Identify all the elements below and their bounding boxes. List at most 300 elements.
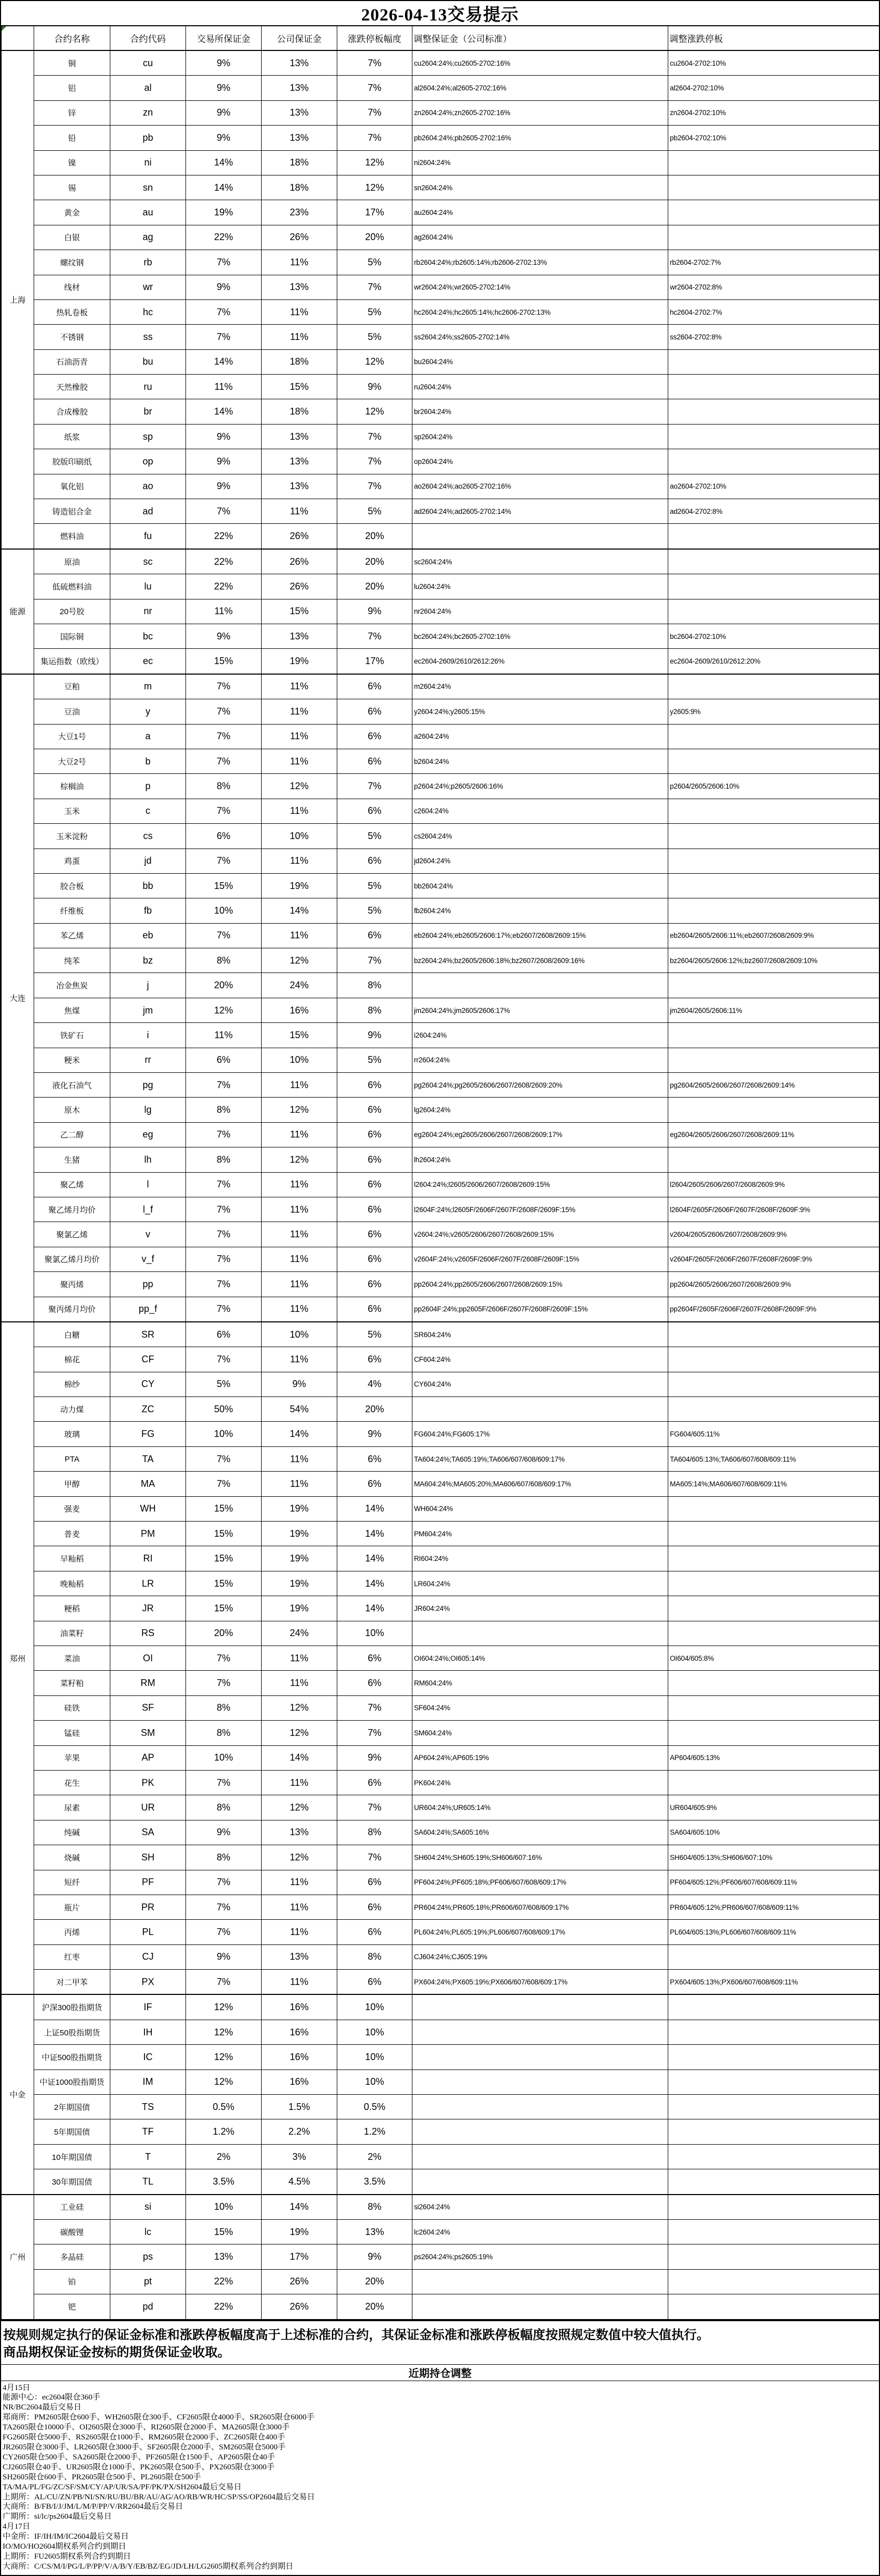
table-row [2, 325, 880, 349]
adjusted-margin-cell [412, 2169, 668, 2195]
company-margin-cell: 14% [262, 1422, 337, 1446]
contract-name-cell: 豆油 [34, 699, 110, 724]
company-margin-cell: 16% [262, 2045, 337, 2070]
contract-code-cell: TA [110, 1446, 186, 1471]
price-limit-cell: 6% [337, 1646, 412, 1671]
exchange-margin-cell: 7% [186, 699, 262, 724]
adjustment-line: TA/MA/PL/FG/ZC/SF/SM/CY/AP/UR/SA/PF/PK/PX/SH2604最后交易日 [3, 2482, 877, 2492]
adjusted-margin-cell: fb2604:24% [412, 898, 668, 923]
price-limit-cell: 6% [337, 1197, 412, 1222]
company-margin-cell: 11% [262, 923, 337, 948]
contract-code-cell: zn [110, 100, 186, 125]
contract-code-cell: ad [110, 499, 186, 524]
price-limit-cell: 9% [337, 1422, 412, 1446]
contract-code-cell: j [110, 973, 186, 998]
price-limit-cell: 6% [337, 674, 412, 699]
contract-name-cell: 氧化铝 [34, 474, 110, 499]
price-limit-cell: 20% [337, 2269, 412, 2294]
contract-code-cell: eb [110, 923, 186, 948]
table-row [2, 1446, 880, 1471]
table-row [2, 1472, 880, 1496]
adjusted-limit-cell: v2604F/2605F/2606F/2607F/2608F/2609F:9% [668, 1247, 880, 1271]
adjusted-margin-cell: pb2604:24%;pb2605-2702:16% [412, 126, 668, 150]
exchange-margin-cell: 9% [186, 424, 262, 449]
contract-name-cell: 铂 [34, 2269, 110, 2294]
price-limit-cell: 6% [337, 1272, 412, 1297]
company-margin-cell: 11% [262, 1671, 337, 1695]
company-margin-cell: 11% [262, 799, 337, 823]
company-margin-cell: 11% [262, 849, 337, 873]
table-row [2, 2294, 880, 2320]
adjusted-limit-cell [668, 674, 880, 699]
adjusted-limit-cell [668, 1546, 880, 1571]
table-row [2, 1197, 880, 1222]
exchange-margin-cell: 9% [186, 1944, 262, 1969]
contract-code-cell: cs [110, 824, 186, 849]
contract-name-cell: 铸造铝合金 [34, 499, 110, 524]
table-row [2, 2045, 880, 2070]
header-adjusted-limit: 调整涨跌停板 [668, 26, 880, 51]
company-margin-cell: 26% [262, 524, 337, 549]
price-limit-cell: 6% [337, 1222, 412, 1247]
table-row [2, 2195, 880, 2220]
adjusted-limit-cell [668, 824, 880, 849]
price-limit-cell: 6% [337, 1297, 412, 1322]
adjusted-limit-cell [668, 399, 880, 424]
contract-name-cell: 中证1000股指期货 [34, 2070, 110, 2094]
exchange-margin-cell: 7% [186, 1970, 262, 1995]
contract-name-cell: 油菜籽 [34, 1621, 110, 1646]
adjusted-margin-cell: l2604F:24%;l2605F/2606F/2607F/2608F/2609F:15% [412, 1197, 668, 1222]
adjusted-limit-cell [668, 150, 880, 175]
adjusted-margin-cell: zn2604:24%;zn2605-2702:16% [412, 100, 668, 125]
company-margin-cell: 12% [262, 1147, 337, 1172]
table-row [2, 1745, 880, 1770]
company-margin-cell: 13% [262, 100, 337, 125]
price-limit-cell: 7% [337, 424, 412, 449]
exchange-margin-cell: 12% [186, 998, 262, 1022]
adjusted-limit-cell [668, 2045, 880, 2070]
contract-code-cell: ag [110, 225, 186, 250]
adjusted-limit-cell: FG604/605:11% [668, 1422, 880, 1446]
adjusted-limit-cell: PF604/605:12%;PF606/607/608/609:11% [668, 1870, 880, 1895]
adjusted-limit-cell [668, 2119, 880, 2144]
company-margin-cell: 12% [262, 1098, 337, 1122]
adjusted-margin-cell: PK604:24% [412, 1770, 668, 1795]
contract-name-cell: 天然橡胶 [34, 375, 110, 399]
contract-code-cell: al [110, 76, 186, 100]
contract-name-cell: 纤维板 [34, 898, 110, 923]
contract-code-cell: JR [110, 1596, 186, 1621]
adjusted-limit-cell: ec2604-2609/2610/2612:20% [668, 649, 880, 674]
adjusted-margin-cell: pg2604:24%;pg2605/2606/2607/2608/2609:20% [412, 1073, 668, 1098]
exchange-margin-cell: 8% [186, 1147, 262, 1172]
exchange-margin-cell: 5% [186, 1372, 262, 1396]
exchange-margin-cell: 7% [186, 1472, 262, 1496]
company-margin-cell: 11% [262, 1197, 337, 1222]
exchange-margin-cell: 7% [186, 1920, 262, 1944]
contract-code-cell: ec [110, 649, 186, 674]
price-limit-cell: 3.5% [337, 2169, 412, 2195]
table-row [2, 1222, 880, 1247]
adjusted-limit-cell: al2604-2702:10% [668, 76, 880, 100]
adjustment-line: FG2605限仓5000手、RS2605限仓1000手、RM2605限仓2000手、ZC2605限仓400手 [3, 2433, 877, 2443]
contract-name-cell: 聚丙烯月均价 [34, 1297, 110, 1322]
company-margin-cell: 19% [262, 2219, 337, 2244]
contract-name-cell: 聚乙烯 [34, 1172, 110, 1197]
contract-name-cell: 30年期国债 [34, 2169, 110, 2195]
adjusted-limit-cell [668, 1596, 880, 1621]
price-limit-cell: 9% [337, 375, 412, 399]
adjusted-limit-cell [668, 1496, 880, 1521]
adjusted-margin-cell: eb2604:24%;eb2605/2606:17%;eb2607/2608/2609:15% [412, 923, 668, 948]
adjusted-margin-cell: RM604:24% [412, 1671, 668, 1695]
adjusted-margin-cell: y2604:24%;y2605:15% [412, 699, 668, 724]
adjusted-limit-cell: PR604/605:12%;PR606/607/608/609:11% [668, 1895, 880, 1919]
adjusted-margin-cell [412, 2020, 668, 2044]
price-limit-cell: 2% [337, 2144, 412, 2169]
table-row [2, 1920, 880, 1944]
exchange-margin-cell: 14% [186, 399, 262, 424]
adjusted-margin-cell: CF604:24% [412, 1347, 668, 1372]
contract-name-cell: 纯苯 [34, 948, 110, 973]
adjusted-margin-cell: ps2604:24%;ps2605:19% [412, 2244, 668, 2269]
exchange-margin-cell: 9% [186, 474, 262, 499]
table-row [2, 649, 880, 674]
table-row [2, 100, 880, 125]
contract-name-cell: 花生 [34, 1770, 110, 1795]
contract-name-cell: 普麦 [34, 1522, 110, 1546]
adjustment-line: 上期所：AL/CU/ZN/PB/NI/SN/RU/BU/BR/AU/AG/AO/RB/WR/HC/SP/SS/OP2604最后交易日 [3, 2492, 877, 2502]
contract-name-cell: 玉米 [34, 799, 110, 823]
company-margin-cell: 24% [262, 1621, 337, 1646]
contract-name-cell: 甲醇 [34, 1472, 110, 1496]
contract-name-cell: 燃料油 [34, 524, 110, 549]
company-margin-cell: 11% [262, 1446, 337, 1471]
header-row [2, 26, 880, 51]
contract-code-cell: ru [110, 375, 186, 399]
table-row [2, 349, 880, 374]
adjusted-margin-cell: pp2604F:24%;pp2605F/2606F/2607F/2608F/2609F:15% [412, 1297, 668, 1322]
exchange-margin-cell: 6% [186, 1322, 262, 1347]
exchange-margin-cell: 1.2% [186, 2119, 262, 2144]
price-limit-cell: 10% [337, 2070, 412, 2094]
table-row [2, 1571, 880, 1596]
price-limit-cell: 9% [337, 2244, 412, 2269]
company-margin-cell: 11% [262, 299, 337, 324]
adjustment-line: 上期所：FU2605期权系列合约到期日 [3, 2552, 877, 2562]
company-margin-cell: 12% [262, 774, 337, 799]
contract-name-cell: 铝 [34, 76, 110, 100]
table-row [2, 1322, 880, 1347]
recent-position-adjustment-lines [1, 2381, 879, 2575]
adjusted-limit-cell: bz2604/2605/2606:12%;bz2607/2608/2609:10% [668, 948, 880, 973]
margin-table-body [2, 50, 880, 2320]
contract-name-cell: 线材 [34, 275, 110, 299]
exchange-margin-cell: 7% [186, 799, 262, 823]
company-margin-cell: 11% [262, 1895, 337, 1919]
company-margin-cell: 3% [262, 2144, 337, 2169]
contract-name-cell: 锰硅 [34, 1721, 110, 1745]
table-row [2, 2244, 880, 2269]
contract-code-cell: pg [110, 1073, 186, 1098]
contract-code-cell: TL [110, 2169, 186, 2195]
exchange-section-label: 上海 [2, 50, 34, 549]
company-margin-cell: 13% [262, 424, 337, 449]
table-row [2, 524, 880, 549]
price-limit-cell: 5% [337, 299, 412, 324]
exchange-margin-cell: 12% [186, 2070, 262, 2094]
price-limit-cell: 13% [337, 2219, 412, 2244]
adjusted-margin-cell: bz2604:24%;bz2605/2606:18%;bz2607/2608/2609:16% [412, 948, 668, 973]
exchange-section-label: 能源 [2, 549, 34, 674]
price-limit-cell: 7% [337, 76, 412, 100]
exchange-margin-cell: 20% [186, 973, 262, 998]
exchange-margin-cell: 9% [186, 275, 262, 299]
company-margin-cell: 10% [262, 1048, 337, 1072]
contract-code-cell: PX [110, 1970, 186, 1995]
contract-name-cell: 聚氯乙烯 [34, 1222, 110, 1247]
exchange-margin-cell: 14% [186, 150, 262, 175]
table-row [2, 275, 880, 299]
company-margin-cell: 18% [262, 150, 337, 175]
adjusted-limit-cell: cu2604-2702:10% [668, 50, 880, 76]
contract-name-cell: 纯碱 [34, 1820, 110, 1845]
contract-name-cell: 烧碱 [34, 1845, 110, 1870]
price-limit-cell: 6% [337, 849, 412, 873]
table-row [2, 1970, 880, 1995]
company-margin-cell: 11% [262, 1472, 337, 1496]
exchange-margin-cell: 9% [186, 100, 262, 125]
contract-name-cell: 瓶片 [34, 1895, 110, 1919]
price-limit-cell: 6% [337, 799, 412, 823]
contract-code-cell: ni [110, 150, 186, 175]
price-limit-cell: 14% [337, 1496, 412, 1521]
adjusted-limit-cell: SA604/605:10% [668, 1820, 880, 1845]
contract-name-cell: 胶版印刷纸 [34, 449, 110, 474]
adjustment-line: TA2605限仓10000手、OI2605限仓3000手、RI2605限仓2000手、MA2605限仓3000手 [3, 2423, 877, 2433]
price-limit-cell: 6% [337, 1347, 412, 1372]
contract-code-cell: fb [110, 898, 186, 923]
contract-code-cell: au [110, 200, 186, 225]
exchange-margin-cell: 22% [186, 225, 262, 250]
company-margin-cell: 19% [262, 1496, 337, 1521]
adjusted-limit-cell: pg2604/2605/2606/2607/2608/2609:14% [668, 1073, 880, 1098]
price-limit-cell: 20% [337, 524, 412, 549]
adjusted-margin-cell: lc2604:24% [412, 2219, 668, 2244]
contract-name-cell: 粳米 [34, 1048, 110, 1072]
exchange-margin-cell: 9% [186, 76, 262, 100]
exchange-margin-cell: 9% [186, 449, 262, 474]
header-company-margin: 公司保证金 [262, 26, 337, 51]
contract-name-cell: 低硫燃料油 [34, 574, 110, 599]
contract-name-cell: 液化石油气 [34, 1073, 110, 1098]
table-row [2, 724, 880, 749]
contract-code-cell: pb [110, 126, 186, 150]
adjusted-margin-cell: SF604:24% [412, 1695, 668, 1720]
company-margin-cell: 11% [262, 699, 337, 724]
exchange-margin-cell: 0.5% [186, 2095, 262, 2119]
table-row [2, 1422, 880, 1446]
adjusted-limit-cell: ao2604-2702:10% [668, 474, 880, 499]
company-margin-cell: 13% [262, 126, 337, 150]
adjusted-limit-cell [668, 849, 880, 873]
adjusted-limit-cell: zn2604-2702:10% [668, 100, 880, 125]
adjusted-margin-cell: jm2604:24%;jm2605/2606:17% [412, 998, 668, 1022]
contract-name-cell: 动力煤 [34, 1397, 110, 1422]
exchange-margin-cell: 7% [186, 1073, 262, 1098]
adjusted-margin-cell [412, 2119, 668, 2144]
company-margin-cell: 11% [262, 724, 337, 749]
adjusted-margin-cell: rb2604:24%;rb2605:14%;rb2606-2702:13% [412, 250, 668, 275]
contract-code-cell: LR [110, 1571, 186, 1596]
contract-code-cell: IC [110, 2045, 186, 2070]
contract-name-cell: 不锈钢 [34, 325, 110, 349]
adjusted-margin-cell: br2604:24% [412, 399, 668, 424]
adjusted-margin-cell [412, 1621, 668, 1646]
table-row [2, 1845, 880, 1870]
contract-code-cell: lg [110, 1098, 186, 1122]
adjusted-limit-cell [668, 1023, 880, 1048]
exchange-margin-cell: 8% [186, 948, 262, 973]
adjustment-line: JR2605限仓3000手、LR2605限仓3000手、SF2605限仓2000手、SM2605限仓5000手 [3, 2443, 877, 2453]
contract-code-cell: PK [110, 1770, 186, 1795]
company-margin-cell: 23% [262, 200, 337, 225]
company-margin-cell: 15% [262, 375, 337, 399]
contract-name-cell: 强麦 [34, 1496, 110, 1521]
price-limit-cell: 10% [337, 2045, 412, 2070]
contract-name-cell: 棉纱 [34, 1372, 110, 1396]
exchange-margin-cell: 11% [186, 599, 262, 624]
price-limit-cell: 7% [337, 624, 412, 648]
table-row [2, 76, 880, 100]
adjusted-limit-cell [668, 973, 880, 998]
company-margin-cell: 11% [262, 1172, 337, 1197]
table-row [2, 1247, 880, 1271]
contract-code-cell: RI [110, 1546, 186, 1571]
company-margin-cell: 13% [262, 1820, 337, 1845]
adjusted-margin-cell: bu2604:24% [412, 349, 668, 374]
header-adjusted-margin: 调整保证金（公司标准） [412, 26, 668, 51]
company-margin-cell: 18% [262, 349, 337, 374]
adjusted-limit-cell [668, 1994, 880, 2020]
exchange-margin-cell: 15% [186, 1522, 262, 1546]
price-limit-cell: 20% [337, 549, 412, 574]
adjustment-line: CJ2605限仓40手、UR2605限仓1000手、PK2605限仓500手、PX2605限仓3000手 [3, 2463, 877, 2472]
contract-name-cell: 中证500股指期货 [34, 2045, 110, 2070]
exchange-margin-cell: 22% [186, 549, 262, 574]
exchange-margin-cell: 13% [186, 2244, 262, 2269]
table-row [2, 1721, 880, 1745]
price-limit-cell: 12% [337, 349, 412, 374]
adjusted-limit-cell [668, 1397, 880, 1422]
table-row [2, 200, 880, 225]
adjustment-line: 能源中心：ec2604限仓360手 [3, 2393, 877, 2403]
adjusted-margin-cell: sn2604:24% [412, 175, 668, 200]
exchange-margin-cell: 10% [186, 898, 262, 923]
price-limit-cell: 5% [337, 898, 412, 923]
table-row [2, 1546, 880, 1571]
contract-name-cell: 乙二醇 [34, 1122, 110, 1147]
adjusted-margin-cell: CJ604:24%;CJ605:19% [412, 1944, 668, 1969]
adjusted-limit-cell [668, 749, 880, 773]
company-margin-cell: 11% [262, 1770, 337, 1795]
adjusted-limit-cell [668, 724, 880, 749]
adjusted-limit-cell [668, 1372, 880, 1396]
table-row [2, 1023, 880, 1048]
table-row [2, 1671, 880, 1695]
exchange-section-label: 广州 [2, 2195, 34, 2320]
contract-name-cell: 多晶硅 [34, 2244, 110, 2269]
price-limit-cell: 6% [337, 1895, 412, 1919]
adjusted-limit-cell [668, 2169, 880, 2195]
table-row [2, 1944, 880, 1969]
adjusted-margin-cell: au2604:24% [412, 200, 668, 225]
company-margin-cell: 11% [262, 1073, 337, 1098]
adjusted-margin-cell: ec2604-2609/2610/2612:26% [412, 649, 668, 674]
price-limit-cell: 6% [337, 1446, 412, 1471]
contract-name-cell: 胶合板 [34, 873, 110, 898]
adjusted-margin-cell: PX604:24%;PX605:19%;PX606/607/608/609:17% [412, 1970, 668, 1995]
adjusted-limit-cell: TA604/605:13%;TA606/607/608/609:11% [668, 1446, 880, 1471]
exchange-margin-cell: 10% [186, 1745, 262, 1770]
exchange-margin-cell: 7% [186, 1446, 262, 1471]
adjusted-margin-cell: m2604:24% [412, 674, 668, 699]
contract-name-cell: 铜 [34, 50, 110, 76]
exchange-margin-cell: 8% [186, 1721, 262, 1745]
adjusted-limit-cell: AP604/605:13% [668, 1745, 880, 1770]
price-limit-cell: 7% [337, 275, 412, 299]
adjustment-line: 郑商所：PM2605限仓600手、WH2605限仓300手、CF2605限仓4000手、SR2605限仓6000手 [3, 2413, 877, 2423]
adjusted-limit-cell: MA605:14%;MA606/607/608/609:11% [668, 1472, 880, 1496]
adjusted-limit-cell: ad2604-2702:8% [668, 499, 880, 524]
company-margin-cell: 17% [262, 2244, 337, 2269]
exchange-section-label: 郑州 [2, 1322, 34, 1995]
company-margin-cell: 19% [262, 1571, 337, 1596]
company-margin-cell: 11% [262, 1297, 337, 1322]
header-contract-code: 合约代码 [110, 26, 186, 51]
contract-code-cell: si [110, 2195, 186, 2220]
contract-code-cell: T [110, 2144, 186, 2169]
adjusted-margin-cell: cs2604:24% [412, 824, 668, 849]
price-limit-cell: 8% [337, 998, 412, 1022]
adjusted-limit-cell: OI604/605:8% [668, 1646, 880, 1671]
table-row [2, 923, 880, 948]
adjusted-limit-cell: pp2604F/2605F/2606F/2607F/2608F/2609F:9% [668, 1297, 880, 1322]
exchange-margin-cell: 6% [186, 824, 262, 849]
exchange-margin-cell: 6% [186, 1048, 262, 1072]
contract-name-cell: 丙烯 [34, 1920, 110, 1944]
contract-name-cell: 短纤 [34, 1870, 110, 1895]
adjusted-limit-cell: PL604/605:13%;PL606/607/608/609:11% [668, 1920, 880, 1944]
contract-code-cell: PM [110, 1522, 186, 1546]
adjusted-margin-cell: PR604:24%;PR605:18%;PR606/607/608/609:17% [412, 1895, 668, 1919]
table-row [2, 1172, 880, 1197]
adjusted-margin-cell: lh2604:24% [412, 1147, 668, 1172]
company-margin-cell: 12% [262, 1845, 337, 1870]
adjusted-margin-cell: lg2604:24% [412, 1098, 668, 1122]
adjusted-margin-cell: a2604:24% [412, 724, 668, 749]
price-limit-cell: 7% [337, 948, 412, 973]
adjusted-margin-cell: JR604:24% [412, 1596, 668, 1621]
price-limit-cell: 8% [337, 973, 412, 998]
exchange-margin-cell: 14% [186, 175, 262, 200]
company-margin-cell: 24% [262, 973, 337, 998]
exchange-margin-cell: 9% [186, 624, 262, 648]
company-margin-cell: 11% [262, 250, 337, 275]
exchange-margin-cell: 7% [186, 1646, 262, 1671]
adjusted-margin-cell: SA604:24%;SA605:16% [412, 1820, 668, 1845]
